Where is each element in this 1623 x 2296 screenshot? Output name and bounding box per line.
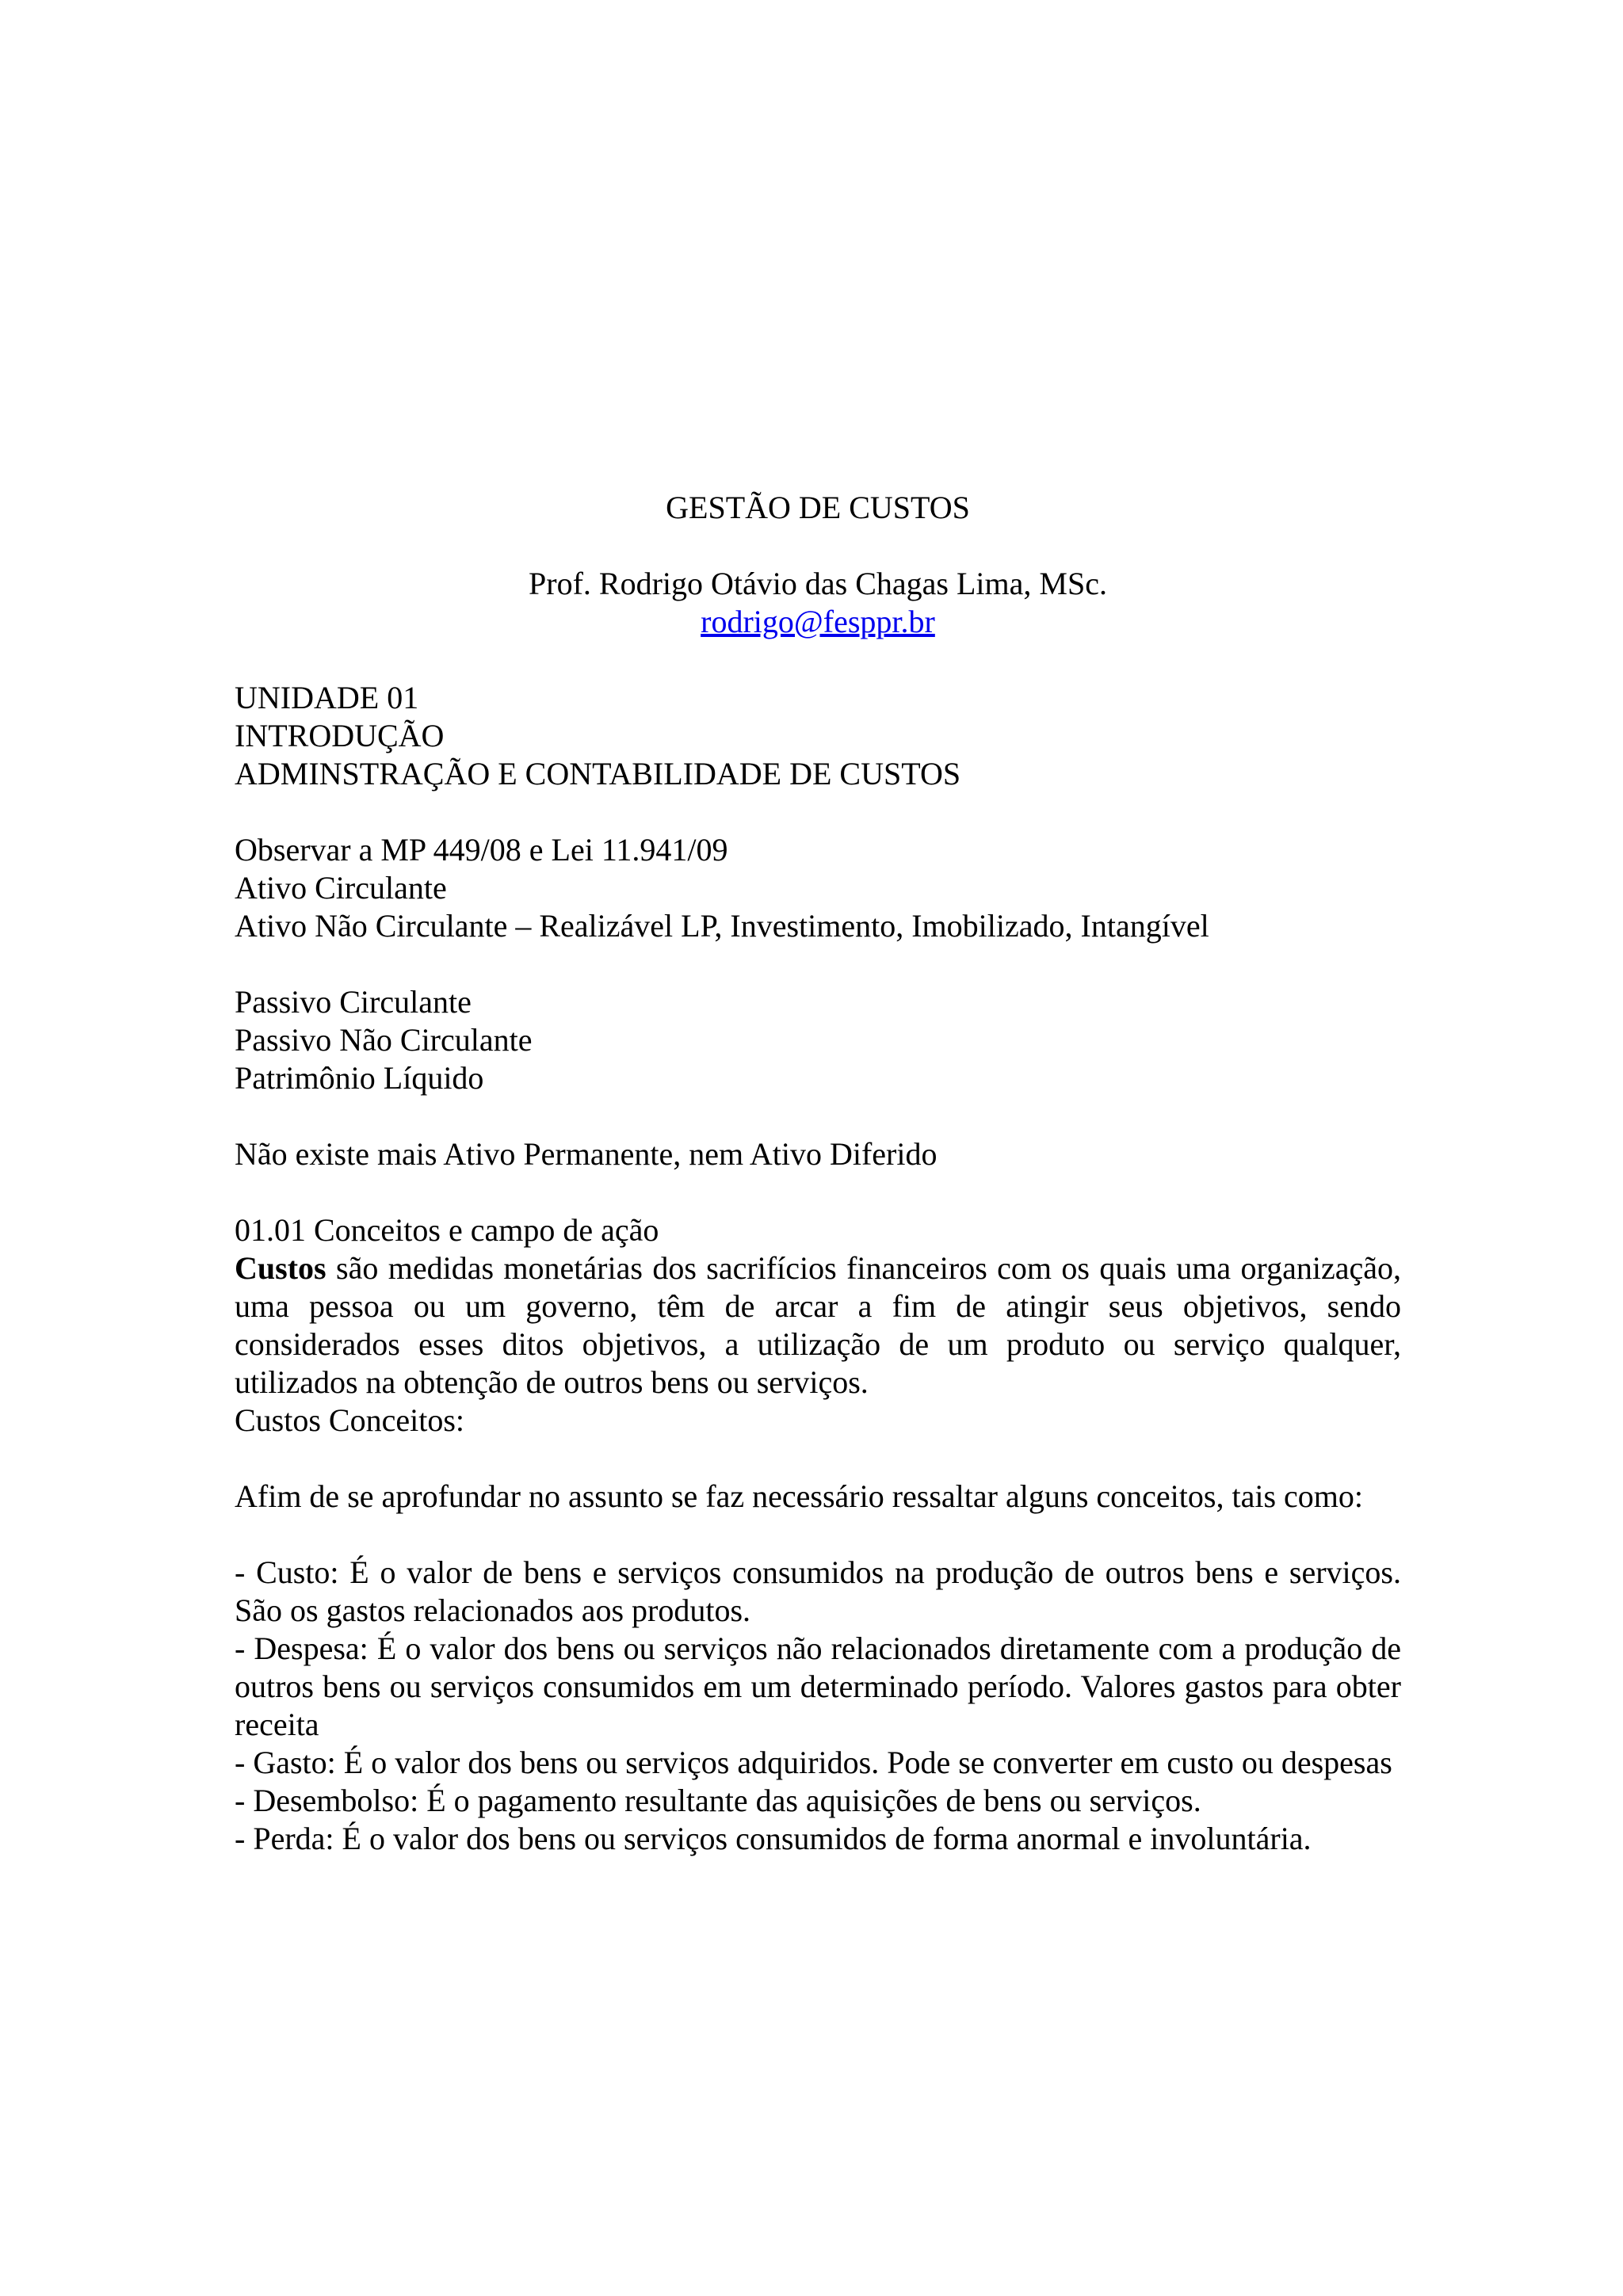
- definition-perda: - Perda: É o valor dos bens ou serviços consumidos de forma anormal e involuntária.: [235, 1821, 1312, 1856]
- email-line: [235, 603, 1401, 641]
- spacer: [235, 1440, 1401, 1478]
- custos-term: Custos: [235, 1250, 327, 1286]
- definition-despesa: - Despesa: É o valor dos bens ou serviços não relacionados diretamente com a produção de outros bens ou serviços consumidos em um determinado período. Valores gastos para obter receita: [235, 1630, 1401, 1742]
- author-line: Prof. Rodrigo Otávio das Chagas Lima, MSc.: [529, 566, 1107, 601]
- custos-definition-text: são medidas monetárias dos sacrifícios financeiros com os quais uma organização, uma pessoa ou um governo, têm de arcar a fim de atingir seus objetivos, sendo considerados esses ditos objetivos, a utilização de um produto ou serviço qualquer, utilizados na obtenção de outros bens ou serviços.: [235, 1250, 1401, 1400]
- definition-gasto: - Gasto: É o valor dos bens ou serviços adquiridos. Pode se converter em custo ou despesas: [235, 1745, 1392, 1780]
- spacer: [235, 641, 1401, 679]
- spacer: [235, 945, 1401, 983]
- document-title: GESTÃO DE CUSTOS: [666, 490, 970, 525]
- definition-custo: - Custo: É o valor de bens e serviços consumidos na produção de outros bens e serviços. São os gastos relacionados aos produtos.: [235, 1554, 1401, 1628]
- spacer: [235, 793, 1401, 831]
- email-link[interactable]: rodrigo@fesppr.br: [701, 604, 935, 639]
- noncurrent-liabilities: Passivo Não Circulante: [235, 1022, 533, 1058]
- equity-line: Patrimônio Líquido: [235, 1060, 484, 1096]
- custos-definition-paragraph: [235, 1249, 1401, 1402]
- current-assets: Ativo Circulante: [235, 870, 447, 906]
- unit-subject: ADMINSTRAÇÃO E CONTABILIDADE DE CUSTOS: [235, 756, 961, 791]
- unit-intro: INTRODUÇÃO: [235, 718, 445, 753]
- spacer: [235, 1173, 1401, 1211]
- spacer: [235, 1097, 1401, 1135]
- unit-number: UNIDADE 01: [235, 680, 419, 715]
- current-liabilities: Passivo Circulante: [235, 984, 472, 1020]
- observe-line: Observar a MP 449/08 e Lei 11.941/09: [235, 832, 728, 868]
- document-body: [235, 489, 1401, 1858]
- concepts-label: Custos Conceitos:: [235, 1402, 465, 1438]
- concepts-intro-paragraph: Afim de se aprofundar no assunto se faz necessário ressaltar alguns conceitos, tais como:: [235, 1478, 1363, 1514]
- note-line: Não existe mais Ativo Permanente, nem Ativo Diferido: [235, 1136, 938, 1172]
- noncurrent-assets: Ativo Não Circulante – Realizável LP, Investimento, Imobilizado, Intangível: [235, 908, 1209, 944]
- section-heading: 01.01 Conceitos e campo de ação: [235, 1212, 659, 1248]
- definition-desembolso: - Desembolso: É o pagamento resultante das aquisições de bens ou serviços.: [235, 1783, 1201, 1818]
- spacer: [235, 1516, 1401, 1554]
- spacer: [235, 527, 1401, 565]
